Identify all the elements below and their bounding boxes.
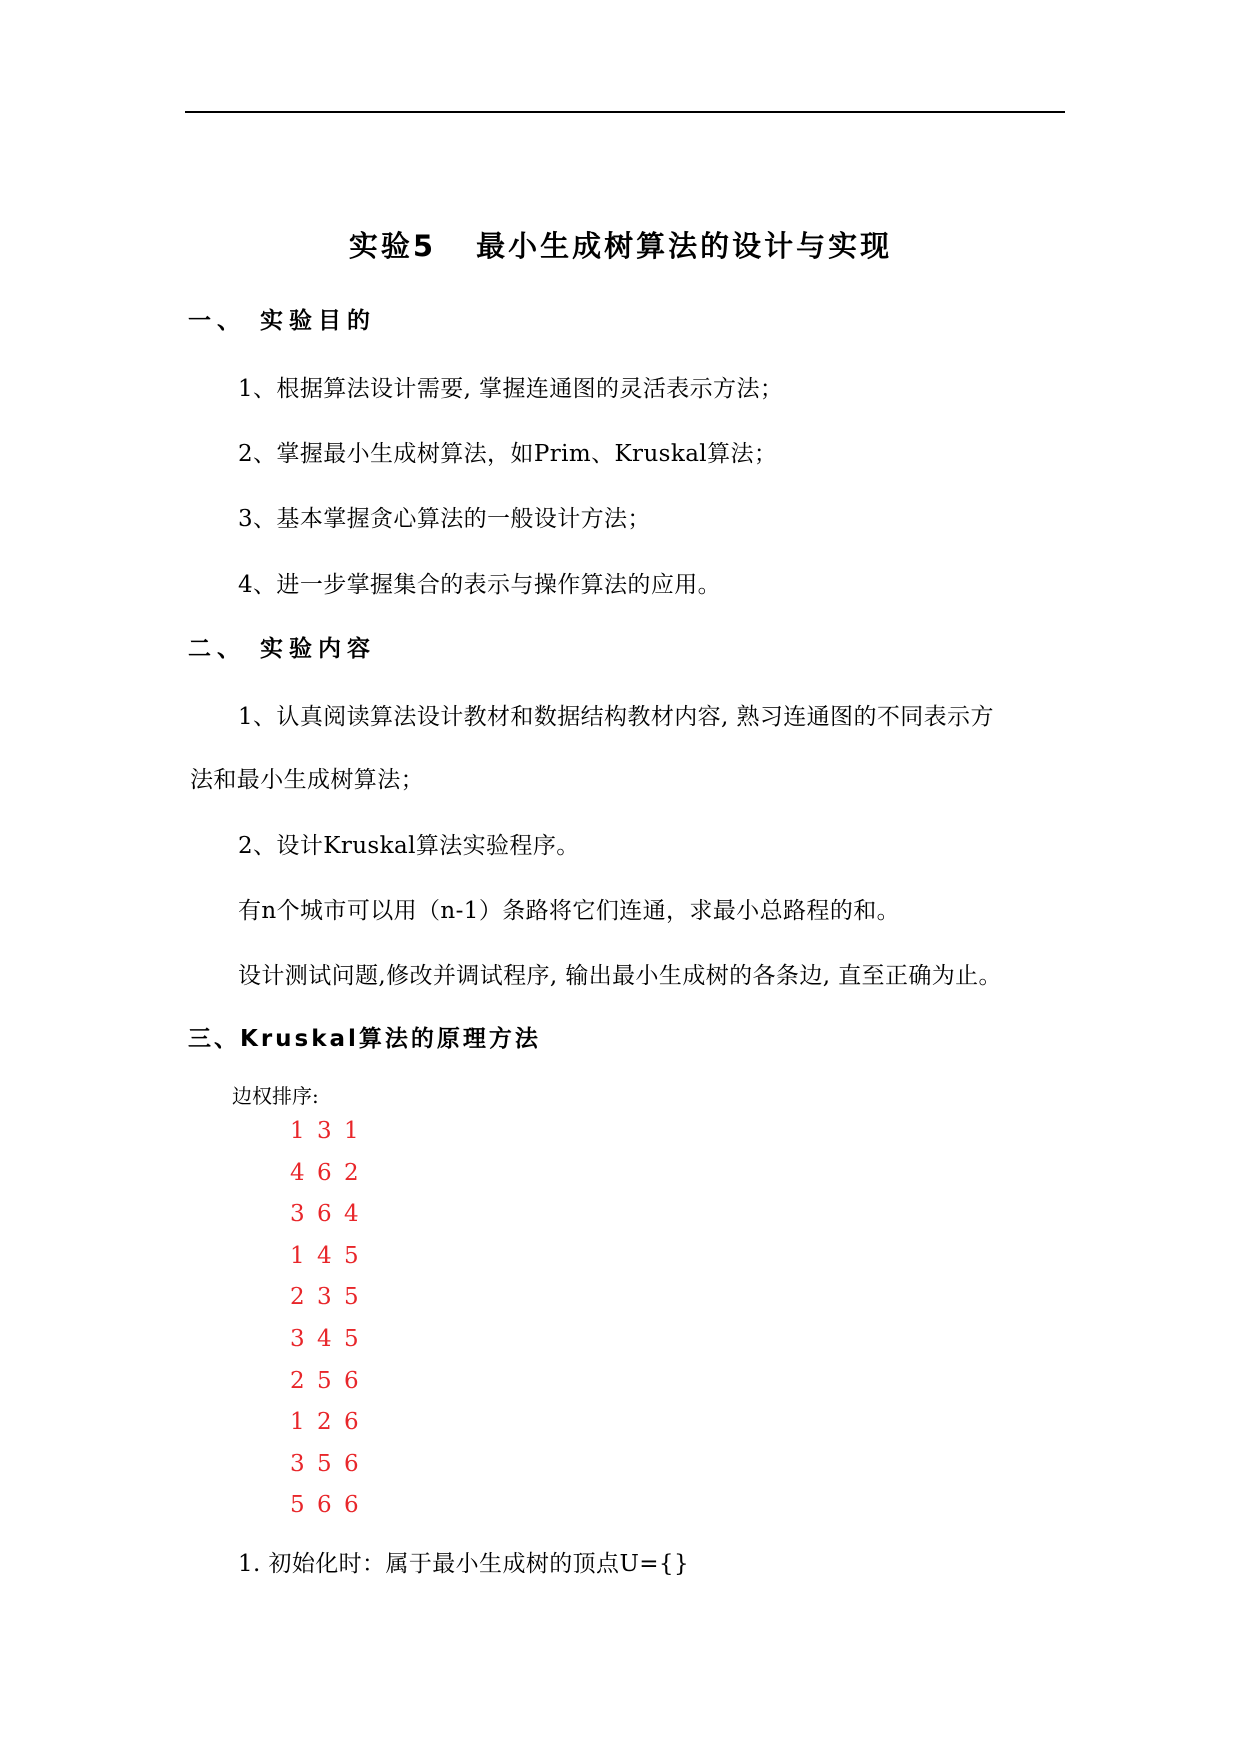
edge-vertex: 6 <box>317 1201 332 1228</box>
edge-vertex: 2 <box>317 1409 332 1436</box>
edge-row <box>290 1492 371 1518</box>
header-rule <box>185 111 1065 113</box>
title-number: 实验5 <box>348 229 437 263</box>
objective-item-2: 2、掌握最小生成树算法，如Prim、Kruskal算法； <box>238 441 778 467</box>
edge-vertex: 3 <box>290 1450 305 1477</box>
edge-row <box>290 1243 371 1269</box>
edge-vertex: 1 <box>290 1118 305 1144</box>
edge-vertex: 5 <box>290 1492 305 1519</box>
edge-vertex: 4 <box>290 1159 305 1186</box>
edge-vertex: 3 <box>290 1201 305 1228</box>
section-heading-objectives: 一、 实验目的 <box>188 308 377 334</box>
edge-vertex: 1 <box>290 1409 305 1436</box>
objective-item-3: 3、基本掌握贪心算法的一般设计方法； <box>238 506 651 532</box>
edge-weight: 6 <box>344 1492 359 1519</box>
document-title <box>0 224 1241 265</box>
edge-sort-label: 边权排序: <box>232 1084 319 1108</box>
edge-row <box>290 1326 371 1352</box>
edge-weight: 6 <box>344 1450 359 1477</box>
content-para-3: 有n个城市可以用（n-1）条路将它们连通，求最小总路程的和。 <box>238 898 901 924</box>
edge-row <box>290 1451 371 1477</box>
edge-weight: 4 <box>344 1201 359 1228</box>
edge-vertex: 6 <box>317 1159 332 1186</box>
edge-vertex: 4 <box>317 1242 332 1269</box>
objective-item-4: 4、进一步掌握集合的表示与操作算法的应用。 <box>238 572 722 598</box>
content-para-1-line-1: 1、认真阅读算法设计教材和数据结构教材内容, 熟习连通图的不同表示方 <box>238 704 994 730</box>
edge-vertex: 4 <box>317 1326 332 1352</box>
section-heading-kruskal: 三、Kruskal算法的原理方法 <box>188 1026 541 1052</box>
edge-vertex: 5 <box>317 1367 332 1394</box>
edge-vertex: 6 <box>317 1492 332 1519</box>
step-1-text: 1. 初始化时：属于最小生成树的顶点U={} <box>238 1551 689 1577</box>
edge-row <box>290 1160 371 1186</box>
content-para-1-line-2: 法和最小生成树算法； <box>190 767 424 793</box>
content-para-4: 设计测试问题,修改并调试程序, 输出最小生成树的各条边, 直至正确为止。 <box>238 963 1002 989</box>
content-para-2: 2、设计Kruskal算法实验程序。 <box>238 833 580 859</box>
edge-weight: 6 <box>344 1409 359 1436</box>
edge-vertex: 3 <box>317 1284 332 1311</box>
objective-item-1: 1、根据算法设计需要, 掌握连通图的灵活表示方法； <box>238 376 784 402</box>
edge-weight: 6 <box>344 1367 359 1394</box>
edge-row <box>290 1201 371 1227</box>
edge-vertex: 5 <box>317 1450 332 1477</box>
edge-row <box>290 1118 371 1144</box>
title-text: 最小生成树算法的设计与实现 <box>476 229 893 263</box>
edge-vertex: 2 <box>290 1367 305 1394</box>
edge-vertex: 1 <box>290 1242 305 1269</box>
edge-weight: 5 <box>344 1326 359 1352</box>
edge-vertex: 3 <box>290 1326 305 1352</box>
edge-vertex: 3 <box>317 1118 332 1144</box>
edge-weight: 5 <box>344 1242 359 1269</box>
edge-weight: 5 <box>344 1284 359 1311</box>
edge-row <box>290 1284 371 1310</box>
edge-weight: 1 <box>344 1118 359 1144</box>
edge-row <box>290 1409 371 1435</box>
edge-row <box>290 1368 371 1394</box>
section-heading-content: 二、 实验内容 <box>188 636 377 662</box>
edge-weight: 2 <box>344 1159 359 1186</box>
edge-vertex: 2 <box>290 1284 305 1311</box>
